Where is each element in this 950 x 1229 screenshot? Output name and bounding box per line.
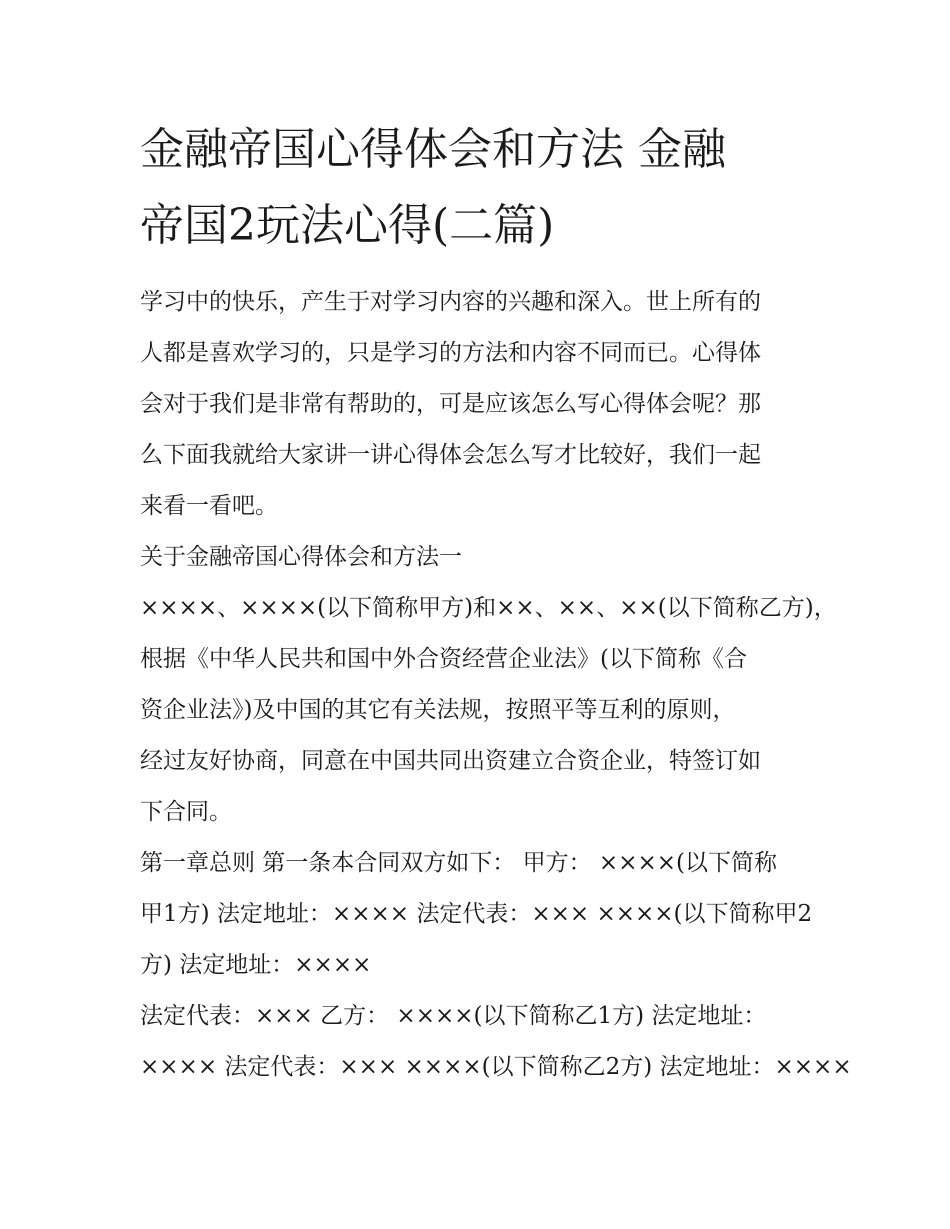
- title-line: 金融帝国心得体会和方法 金融: [140, 124, 726, 175]
- text-line: 来看一看吧。: [140, 493, 278, 519]
- chapter-one-paragraph: [140, 838, 840, 991]
- title-line: 帝国2玩法心得(二篇): [140, 200, 555, 251]
- party-b-paragraph: [140, 991, 852, 1093]
- text-line: 经过友好协商，同意在中国共同出资建立合资企业，特签订如: [140, 748, 761, 774]
- document-title: [140, 112, 820, 264]
- text-line: 第一章总则 第一条本合同双方如下： 甲方： ××××(以下简称: [140, 850, 777, 876]
- text-line: 甲1方) 法定地址：×××× 法定代表：××× ××××(以下简称甲2: [140, 901, 813, 927]
- text-line: ×××× 法定代表：××× ××××(以下简称乙2方) 法定地址：××××: [140, 1054, 852, 1080]
- text-line: 根据《中华人民共和国中外合资经营企业法》(以下简称《合: [140, 646, 747, 672]
- text-line: 么下面我就给大家讲一讲心得体会怎么写才比较好，我们一起: [140, 442, 761, 468]
- text-line: 法定代表：××× 乙方： ××××(以下简称乙1方) 法定地址：: [140, 1003, 767, 1029]
- text-line: 关于金融帝国心得体会和方法一: [140, 544, 462, 570]
- text-line: 下合同。: [140, 799, 232, 825]
- contract-preamble-paragraph: [140, 583, 840, 838]
- text-line: 会对于我们是非常有帮助的，可是应该怎么写心得体会呢？那: [140, 391, 761, 417]
- text-line: 人都是喜欢学习的，只是学习的方法和内容不同而已。心得体: [140, 340, 761, 366]
- section-heading: [140, 532, 840, 583]
- text-line: 资企业法》)及中国的其它有关法规，按照平等互利的原则，: [140, 697, 736, 723]
- text-line: ××××、××××(以下简称甲方)和××、××、××(以下简称乙方)，: [140, 595, 837, 621]
- intro-paragraph: [140, 277, 840, 532]
- text-line: 学习中的快乐，产生于对学习内容的兴趣和深入。世上所有的: [140, 289, 761, 315]
- document-body: [140, 277, 852, 1093]
- text-line: 方) 法定地址：××××: [140, 952, 372, 978]
